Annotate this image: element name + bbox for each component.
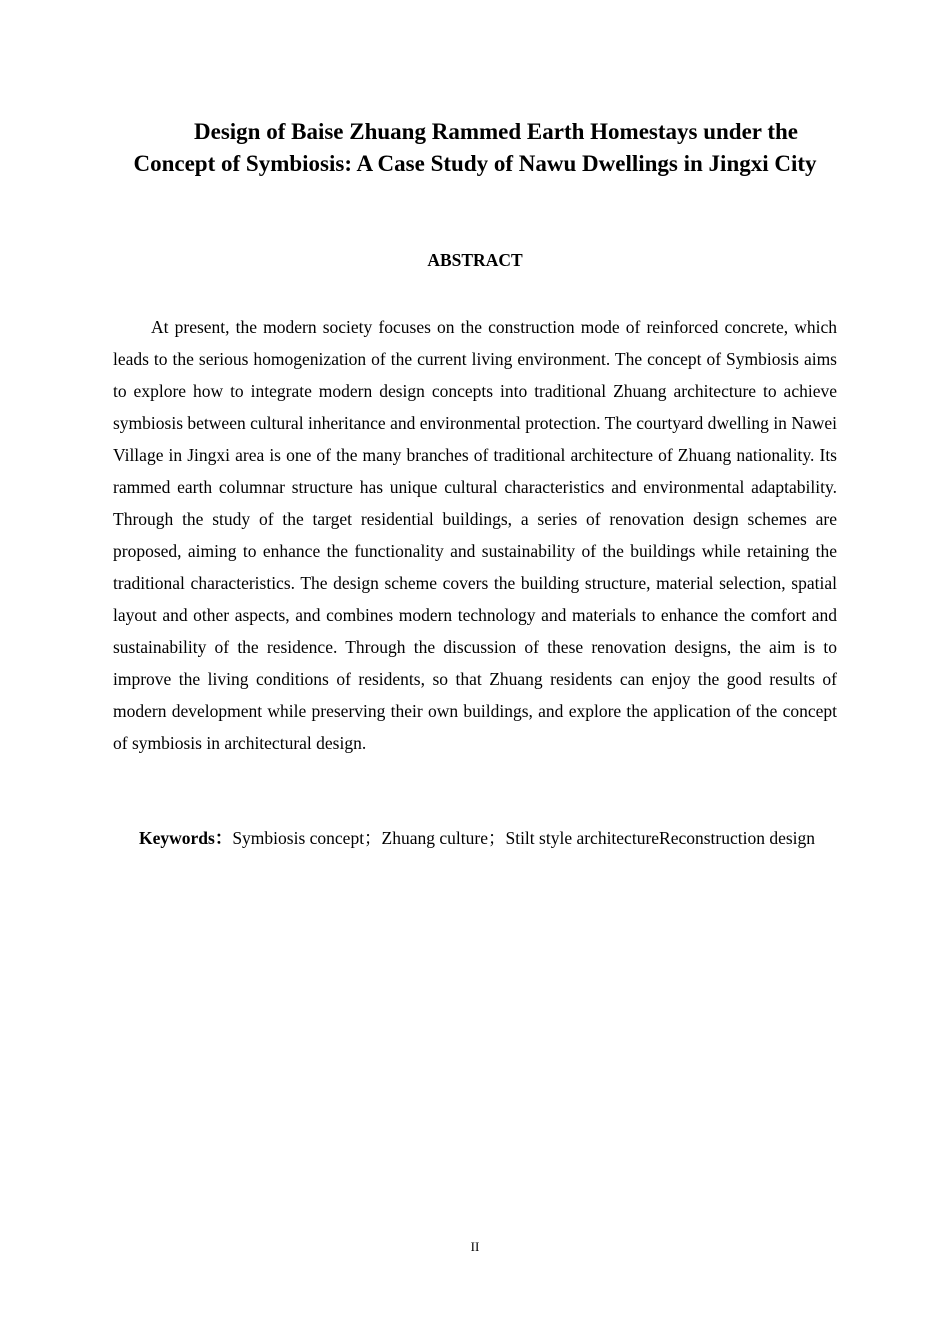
abstract-heading: ABSTRACT xyxy=(427,250,523,270)
page-number: II xyxy=(470,1239,480,1254)
abstract-body: At present, the modern society focuses on the construction mode of reinforced concrete, which leads to the serious homogenization of the current living environment. The concept of Symbiosis aims to explore how to integrate modern design concepts into traditional Zhuang architecture to achieve symbiosis between cultural inheritance and environmental protection. The courtyard dwelling in Nawei Village in Jingxi area is one of the many branches of traditional architecture of Zhuang nationality. Its rammed earth columnar structure has unique cultural characteristics and environmental adaptability. Through the study of the target residential buildings, a series of renovation design schemes are proposed, aiming to enhance the functionality and sustainability of the buildings while retaining the traditional characteristics. The design scheme covers the building structure, material selection, spatial layout and other aspects, and combines modern technology and materials to enhance the comfort and sustainability of the residence. Through the discussion of these renovation designs, the aim is to improve the living conditions of residents, so that Zhuang residents can enjoy the good results of modern development while preserving their own buildings, and explore the application of the concept of symbiosis in architectural design. xyxy=(113,317,837,753)
keywords-text: Symbiosis concept；Zhuang culture；Stilt style architectureReconstruction design xyxy=(232,828,816,848)
paper-title: Design of Baise Zhuang Rammed Earth Homestays under the Concept of Symbiosis: A Case Study of Nawu Dwellings in Jingxi City xyxy=(133,119,817,176)
keywords-line xyxy=(113,822,837,854)
keywords-label: Keywords： xyxy=(139,828,233,848)
